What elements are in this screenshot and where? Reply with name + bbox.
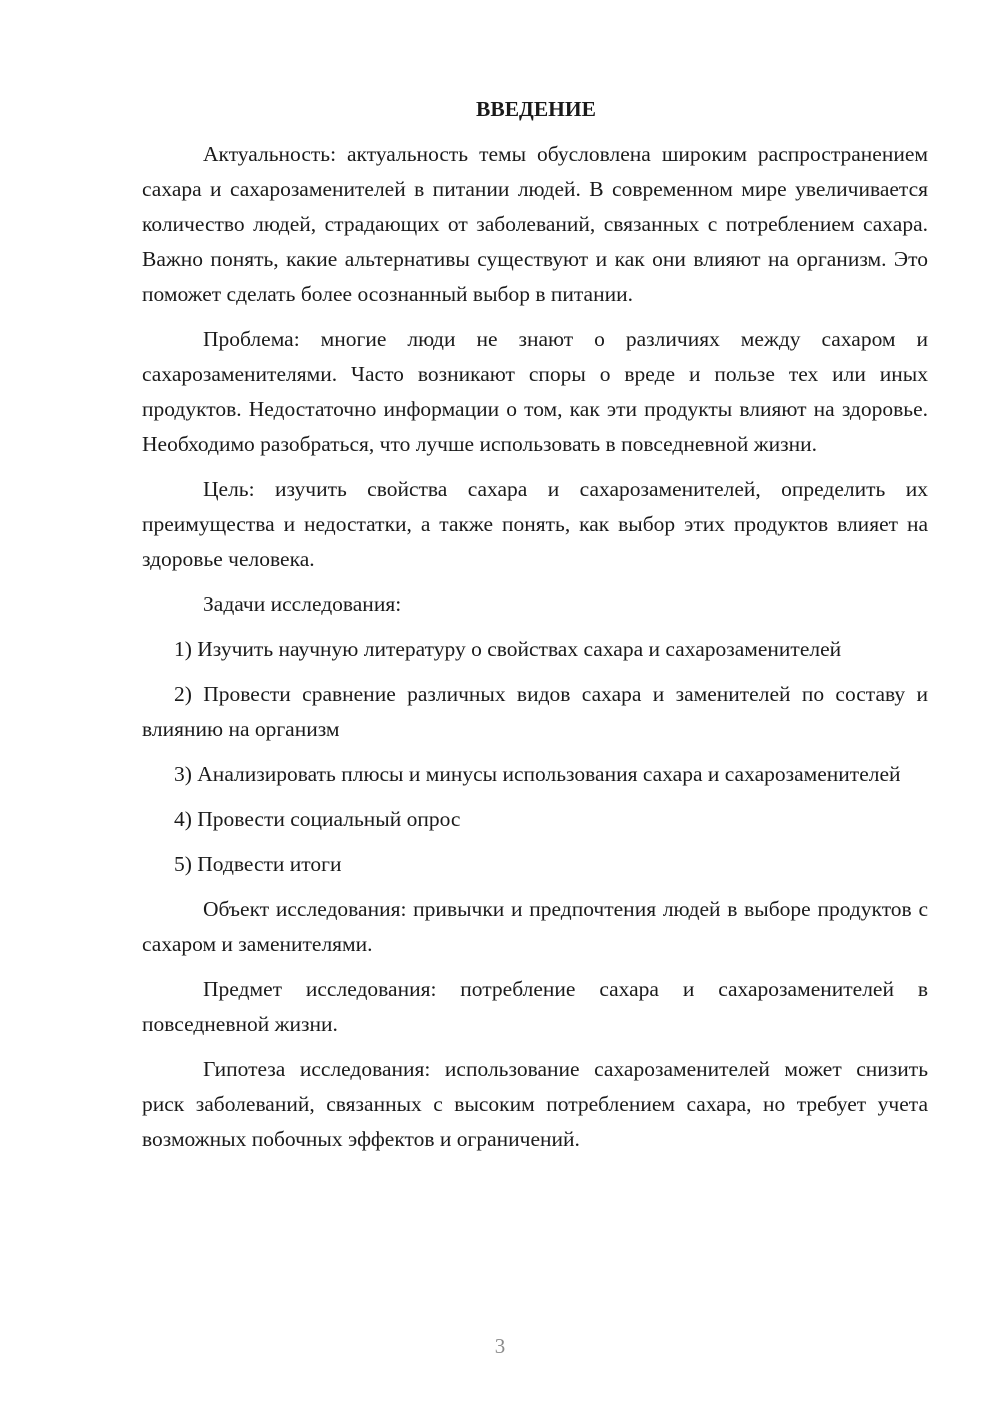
paragraph-subject: Предмет исследования: потребление сахара и сахарозаменителей в повседневной жизни. — [142, 977, 928, 1036]
paragraph-hypothesis: Гипотеза исследования: использование сахарозаменителей может снизить риск заболеваний, связанных с высоким потреблением сахара, но требует учета возможных побочных эффектов и ограничений. — [142, 1057, 928, 1151]
paragraph-relevance: Актуальность: актуальность темы обусловлена широким распространением сахара и сахарозаменителей в питании людей. В современном мире увеличивается количество людей, страдающих от заболеваний, связанных с потреблением сахара. Важно понять, какие альтернативы существуют и как они влияют на организм. Это поможет сделать более осознанный выбор в питании. — [142, 142, 928, 306]
paragraph-object: Объект исследования: привычки и предпочтения людей в выборе продуктов с сахаром и заменителями. — [142, 897, 928, 956]
task-item-3: 3) Анализировать плюсы и минусы использования сахара и сахарозаменителей — [174, 762, 901, 786]
paragraph-goal: Цель: изучить свойства сахара и сахарозаменителей, определить их преимущества и недостатки, а также понять, как выбор этих продуктов влияет на здоровье человека. — [142, 477, 928, 571]
task-item-4: 4) Провести социальный опрос — [174, 807, 461, 831]
document-body — [142, 92, 928, 1167]
task-item-2: 2) Провести сравнение различных видов сахара и заменителей по составу и влиянию на организм — [142, 682, 928, 741]
task-item-1: 1) Изучить научную литературу о свойствах сахара и сахарозаменителей — [174, 637, 842, 661]
paragraph-problem: Проблема: многие люди не знают о различиях между сахаром и сахарозаменителями. Часто возникают споры о вреде и пользе тех или иных продуктов. Недостаточно информации о том, как эти продукты влияют на здоровье. Необходимо разобраться, что лучше использовать в повседневной жизни. — [142, 327, 928, 456]
page-number: 3 — [494, 1334, 506, 1358]
page-title: ВВЕДЕНИЕ — [476, 97, 596, 121]
tasks-title: Задачи исследования: — [203, 592, 402, 616]
task-item-5: 5) Подвести итоги — [174, 852, 342, 876]
